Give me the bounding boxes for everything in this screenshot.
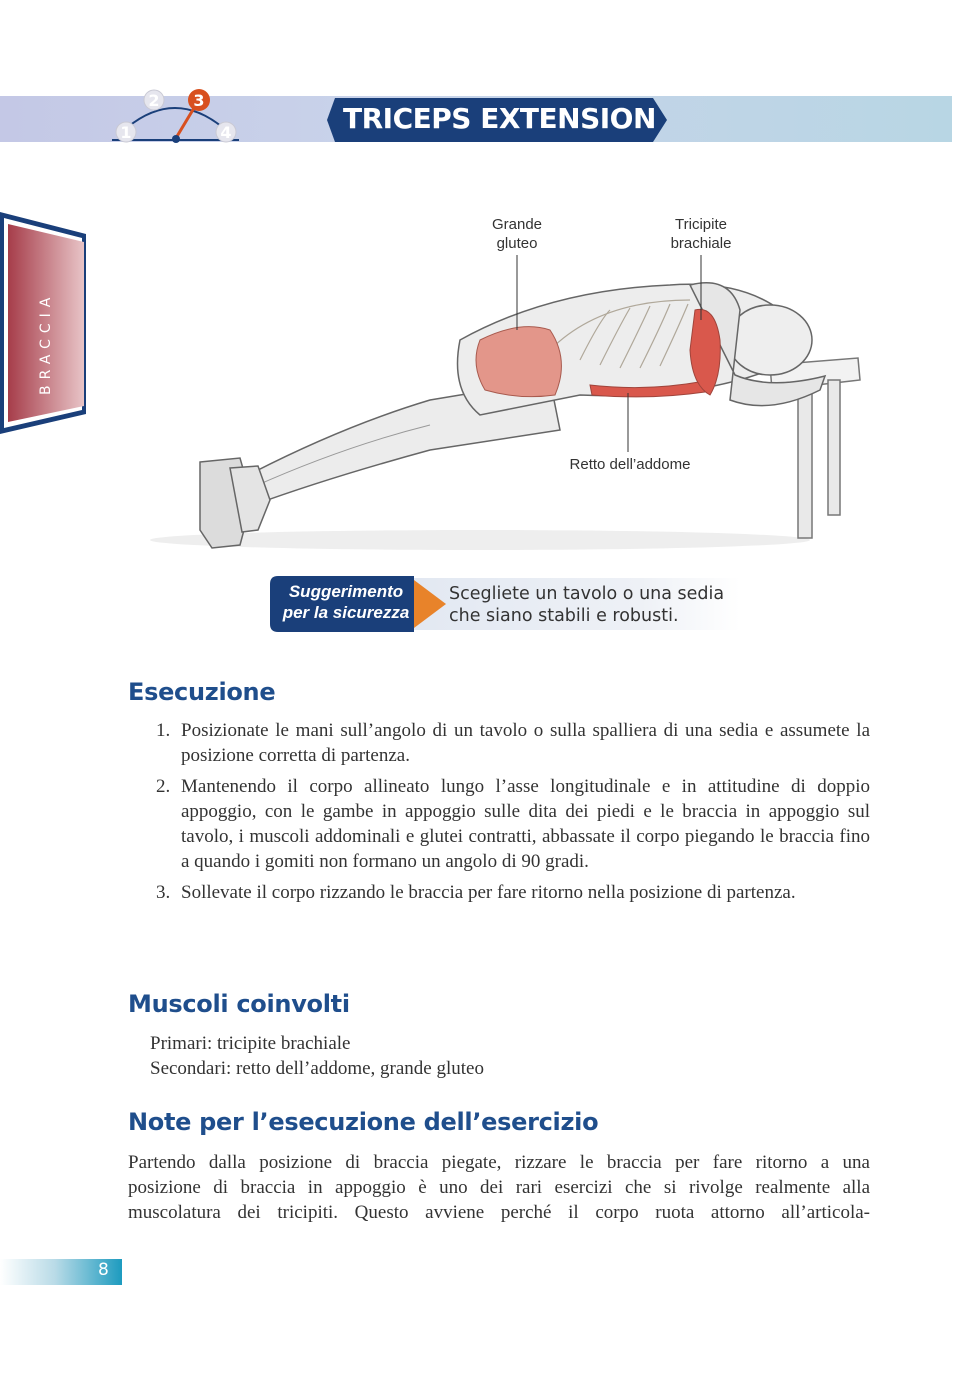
difficulty-step-2 <box>144 90 164 110</box>
safety-tip-text: Scegliete un tavolo o una sedia che siano stabili e robusti. <box>449 584 725 626</box>
label-abs: Retto dell’addome <box>569 456 691 473</box>
svg-text:1: 1 <box>120 123 132 142</box>
muscles-heading: Muscoli coinvolti <box>128 990 350 1018</box>
notes-paragraph: Partendo dalla posizione di braccia piegate, rizzare le braccia per fare ritorno a una posizione di braccia in appoggio è uno dei rari esercizi che si rivolge realmente alla muscolatura dei tricipiti. Questo avviene perché il corpo ruota attorno all’articola- <box>128 1152 870 1223</box>
step-item: 3. Sollevate il corpo rizzando le braccia per fare ritorno nella posizione di partenza. <box>156 882 796 903</box>
difficulty-step-1 <box>116 122 136 142</box>
svg-text:3: 3 <box>193 91 205 110</box>
primary-muscles: Primari: tricipite brachiale <box>150 1033 351 1054</box>
head-illustration <box>728 305 812 375</box>
muscles-list <box>150 1031 484 1081</box>
secondary-muscles: Secondari: retto dell’addome, grande gluteo <box>150 1058 484 1079</box>
exercise-illustration <box>130 200 880 565</box>
execution-heading: Esecuzione <box>128 678 276 706</box>
step-item: 2. Mantenendo il corpo allineato lungo l’asse longitudinale e in attitudine di doppio appoggio, con le gambe in appoggio sulle dita dei piedi e le braccia in appoggio sul tavolo, i muscoli addominali e glutei contratti, abbassate il corpo piegando le braccia fino a quando i gomiti non formano un angolo di 90 gradi. <box>156 776 870 872</box>
difficulty-dial <box>108 84 243 150</box>
execution-steps <box>150 718 870 911</box>
svg-text:4: 4 <box>220 123 232 142</box>
section-tab-label: BRACCIA <box>38 291 54 395</box>
notes-heading: Note per l’esecuzione dell’esercizio <box>128 1108 599 1136</box>
step-item: 1. Posizionate le mani sull’angolo di un tavolo o sulla spalliera di una sedia e assumete la posizione corretta di partenza. <box>156 720 870 766</box>
safety-tip-label: Suggerimento per la sicurezza <box>282 582 410 622</box>
difficulty-step-3-active <box>188 89 210 111</box>
page-number: 8 <box>98 1260 109 1280</box>
page-title: TRICEPS EXTENSION <box>343 102 656 135</box>
label-glute: Grande gluteo <box>491 216 543 252</box>
label-triceps: Tricipite brachiale <box>670 216 732 252</box>
difficulty-step-4 <box>216 122 236 142</box>
glute-muscle <box>476 327 561 397</box>
svg-text:2: 2 <box>148 91 160 110</box>
title-banner <box>327 98 667 142</box>
